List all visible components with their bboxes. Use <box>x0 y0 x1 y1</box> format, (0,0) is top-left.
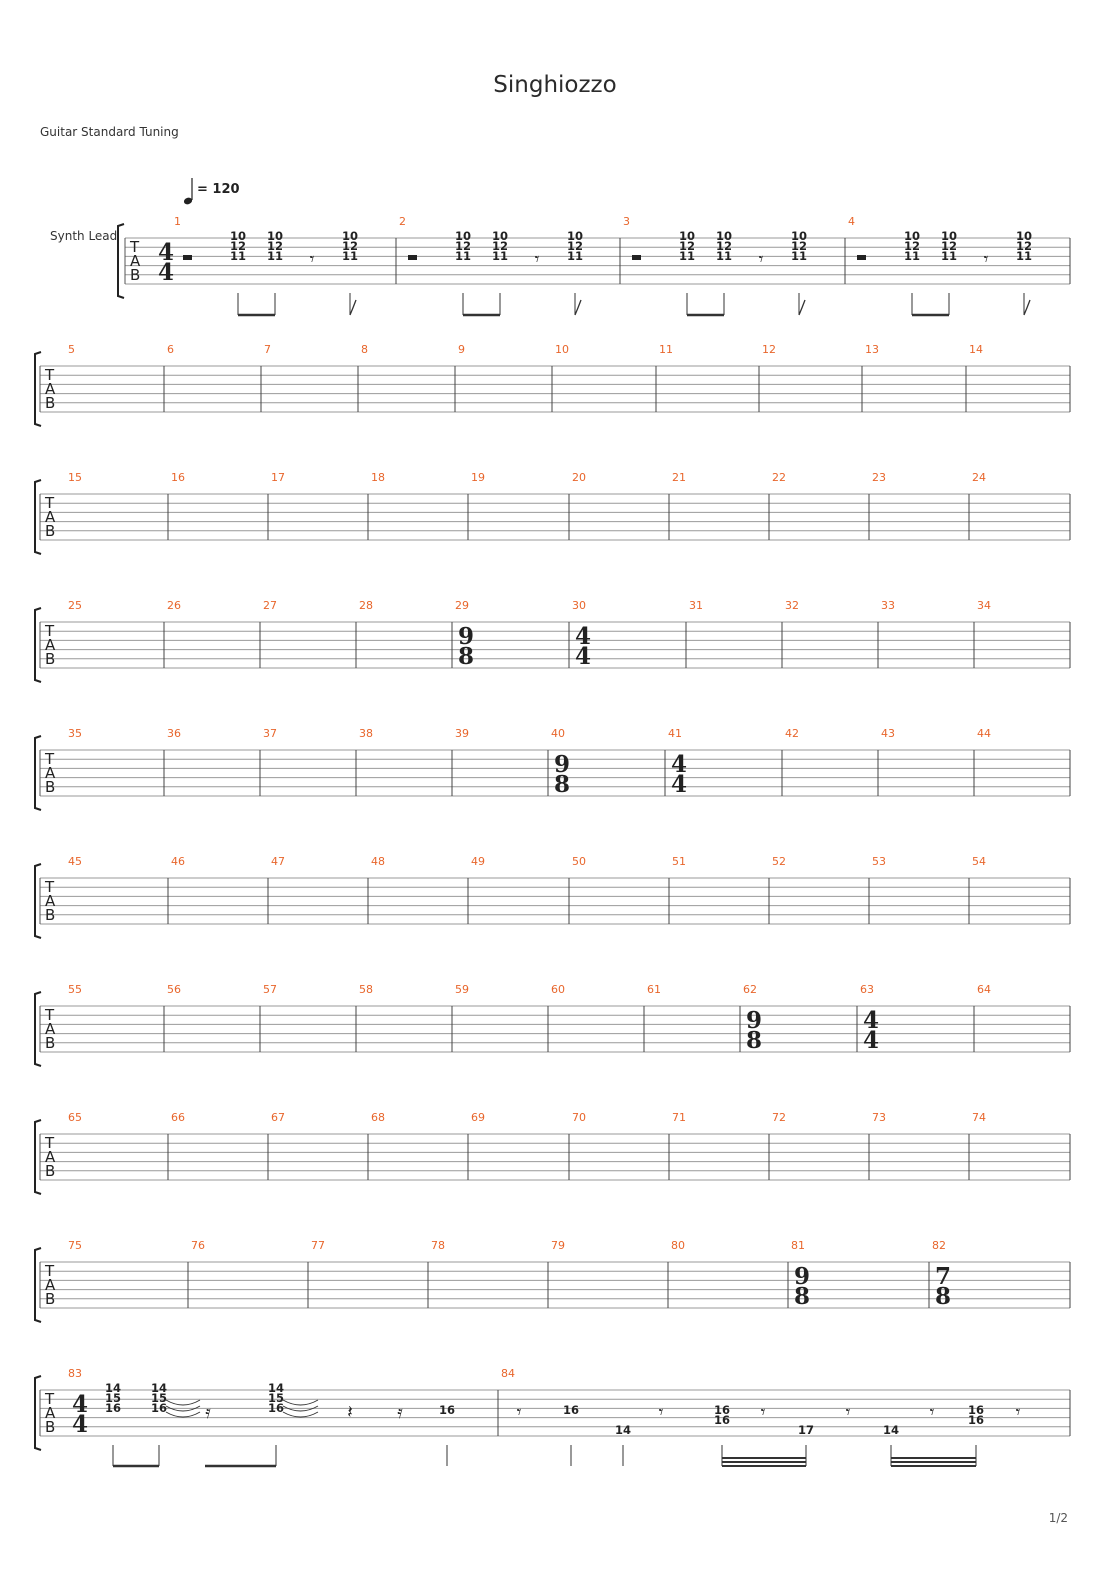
time-signature-top: 9 <box>746 1007 763 1034</box>
tab-system-10 <box>35 1367 1070 1450</box>
note-flag <box>1024 300 1030 315</box>
fret-number: 10 <box>341 229 359 243</box>
note-flag <box>575 300 581 315</box>
measure-number: 62 <box>743 983 757 996</box>
tab-letter-a: A <box>45 1020 56 1038</box>
fret-number: 10 <box>678 229 696 243</box>
measure-number: 44 <box>977 727 991 740</box>
fret-number: 12 <box>1015 239 1033 253</box>
fret-number: 11 <box>454 249 472 263</box>
fret-number: 16 <box>562 1403 580 1417</box>
fret-number: 16 <box>104 1401 122 1415</box>
measure-number: 2 <box>399 215 406 228</box>
fret-number: 12 <box>790 239 808 253</box>
fret-number: 12 <box>266 239 284 253</box>
measure-number: 50 <box>572 855 586 868</box>
fret-number: 11 <box>229 249 247 263</box>
tab-system-4 <box>35 599 1070 682</box>
half-rest <box>408 255 417 260</box>
measure-number: 40 <box>551 727 565 740</box>
fret-number: 10 <box>715 229 733 243</box>
rest-symbol: 𝄾 <box>760 1402 766 1423</box>
measure-number: 76 <box>191 1239 205 1252</box>
time-signature-bottom: 4 <box>72 1411 89 1438</box>
measure-number: 61 <box>647 983 661 996</box>
fret-number: 10 <box>940 229 958 243</box>
fret-number: 11 <box>940 249 958 263</box>
fret-number: 17 <box>797 1423 815 1437</box>
measure-number: 63 <box>860 983 874 996</box>
tab-letter-a: A <box>45 508 56 526</box>
fret-number: 16 <box>967 1413 985 1427</box>
measure-number: 31 <box>689 599 703 612</box>
measure-number: 77 <box>311 1239 325 1252</box>
eighth-rest: 𝄾 <box>534 249 540 270</box>
time-signature-bottom: 8 <box>458 643 475 670</box>
measure-number: 26 <box>167 599 181 612</box>
tab-letter-t: T <box>45 366 55 384</box>
measure-number: 71 <box>672 1111 686 1124</box>
measure-number: 74 <box>972 1111 986 1124</box>
tab-system-6 <box>35 855 1070 938</box>
measure-number: 11 <box>659 343 673 356</box>
note-flag <box>350 300 356 315</box>
half-rest <box>857 255 866 260</box>
time-signature-bottom: 4 <box>671 771 688 798</box>
measure-number: 67 <box>271 1111 285 1124</box>
measure-number: 51 <box>672 855 686 868</box>
measure-number: 68 <box>371 1111 385 1124</box>
tab-letter-a: A <box>45 1276 56 1294</box>
time-signature-top: 9 <box>794 1263 811 1290</box>
tab-letter-a: A <box>130 252 141 270</box>
instrument-label: Synth Lead <box>50 229 118 243</box>
tab-letter-b: B <box>130 266 141 284</box>
half-rest <box>632 255 641 260</box>
measure-number: 69 <box>471 1111 485 1124</box>
time-signature-top: 7 <box>935 1263 952 1290</box>
measure-number: 19 <box>471 471 485 484</box>
fret-number: 16 <box>713 1413 731 1427</box>
fret-number: 11 <box>678 249 696 263</box>
time-signature-top: 9 <box>458 623 475 650</box>
measure-number: 57 <box>263 983 277 996</box>
measure-number: 58 <box>359 983 373 996</box>
measure-number: 5 <box>68 343 75 356</box>
measure-number: 52 <box>772 855 786 868</box>
tab-letter-t: T <box>45 1006 55 1024</box>
fret-number: 15 <box>150 1391 168 1405</box>
tab-letter-b: B <box>45 522 56 540</box>
measure-number: 29 <box>455 599 469 612</box>
measure-number: 12 <box>762 343 776 356</box>
measure-number: 15 <box>68 471 82 484</box>
fret-number: 11 <box>715 249 733 263</box>
fret-number: 11 <box>341 249 359 263</box>
tempo-marking: = 120 <box>197 182 240 197</box>
fret-number: 12 <box>940 239 958 253</box>
time-signature-top: 4 <box>72 1391 89 1418</box>
tab-letter-t: T <box>45 1262 55 1280</box>
tab-letter-b: B <box>45 906 56 924</box>
measure-number: 60 <box>551 983 565 996</box>
fret-number: 11 <box>266 249 284 263</box>
measure-number: 38 <box>359 727 373 740</box>
time-signature-bottom: 8 <box>794 1283 811 1310</box>
measure-number: 23 <box>872 471 886 484</box>
measure-number: 72 <box>772 1111 786 1124</box>
fret-number: 11 <box>491 249 509 263</box>
tab-letter-t: T <box>45 622 55 640</box>
tab-letter-t: T <box>45 1390 55 1408</box>
fret-number: 12 <box>566 239 584 253</box>
tab-letter-t: T <box>45 878 55 896</box>
measure-number: 49 <box>471 855 485 868</box>
measure-number: 7 <box>264 343 271 356</box>
fret-number: 16 <box>713 1403 731 1417</box>
rest-symbol: 𝄾 <box>929 1402 935 1423</box>
tab-system-3 <box>35 471 1070 554</box>
measure-number: 16 <box>171 471 185 484</box>
measure-number: 36 <box>167 727 181 740</box>
measure-number: 42 <box>785 727 799 740</box>
page-number: 1/2 <box>1048 1511 1068 1525</box>
measure-number: 39 <box>455 727 469 740</box>
measure-number: 10 <box>555 343 569 356</box>
half-rest <box>183 255 192 260</box>
fret-number: 16 <box>267 1401 285 1415</box>
measure-number: 6 <box>167 343 174 356</box>
fret-number: 12 <box>229 239 247 253</box>
fret-number: 14 <box>104 1381 122 1395</box>
eighth-rest: 𝄾 <box>983 249 989 270</box>
time-signature-top: 4 <box>158 239 175 266</box>
measure-1-content <box>183 229 358 315</box>
tab-system-7 <box>35 983 1070 1066</box>
tab-letter-a: A <box>45 892 56 910</box>
tie-arc <box>283 1400 318 1405</box>
measure-number: 30 <box>572 599 586 612</box>
measure-number: 37 <box>263 727 277 740</box>
rest-symbol: 𝄾 <box>845 1402 851 1423</box>
time-signature-top: 4 <box>863 1007 880 1034</box>
measure-number: 54 <box>972 855 986 868</box>
measure-number: 4 <box>848 215 855 228</box>
eighth-rest: 𝄾 <box>758 249 764 270</box>
measure-number: 66 <box>171 1111 185 1124</box>
time-signature-bottom: 4 <box>575 643 592 670</box>
measure-number: 27 <box>263 599 277 612</box>
tab-letter-t: T <box>45 750 55 768</box>
tab-letter-t: T <box>45 1134 55 1152</box>
tab-system-5 <box>35 727 1070 810</box>
measure-number: 13 <box>865 343 879 356</box>
measure-number: 1 <box>174 215 181 228</box>
measure-number: 73 <box>872 1111 886 1124</box>
measure-number: 24 <box>972 471 986 484</box>
rest-symbol: 𝄾 <box>658 1402 664 1423</box>
rest-symbol: 𝄿 <box>397 1402 403 1423</box>
measure-number: 20 <box>572 471 586 484</box>
measure-number: 28 <box>359 599 373 612</box>
measure-number: 43 <box>881 727 895 740</box>
measure-number: 46 <box>171 855 185 868</box>
tab-system-8 <box>35 1111 1070 1194</box>
fret-number: 11 <box>790 249 808 263</box>
fret-number: 12 <box>341 239 359 253</box>
fret-number: 10 <box>566 229 584 243</box>
fret-number: 10 <box>454 229 472 243</box>
measure-number: 21 <box>672 471 686 484</box>
fret-number: 16 <box>438 1403 456 1417</box>
fret-number: 14 <box>614 1423 632 1437</box>
measure-number: 41 <box>668 727 682 740</box>
measure-number: 14 <box>969 343 983 356</box>
fret-number: 15 <box>267 1391 285 1405</box>
measure-number: 25 <box>68 599 82 612</box>
fret-number: 16 <box>150 1401 168 1415</box>
measure-number: 45 <box>68 855 82 868</box>
rest-symbol: 𝄿 <box>205 1402 211 1423</box>
time-signature-bottom: 8 <box>935 1283 952 1310</box>
fret-number: 10 <box>790 229 808 243</box>
rest-symbol: 𝄽 <box>347 1402 353 1423</box>
fret-number: 11 <box>903 249 921 263</box>
measure-number: 75 <box>68 1239 82 1252</box>
rest-symbol: 𝄾 <box>1015 1402 1021 1423</box>
measure-number: 48 <box>371 855 385 868</box>
measure-number: 80 <box>671 1239 685 1252</box>
tab-letter-a: A <box>45 380 56 398</box>
fret-number: 11 <box>1015 249 1033 263</box>
measure-number: 8 <box>361 343 368 356</box>
fret-number: 10 <box>266 229 284 243</box>
measure-2-content <box>408 229 583 315</box>
tab-letter-b: B <box>45 1418 56 1436</box>
eighth-rest: 𝄾 <box>309 249 315 270</box>
tuning-label: Guitar Standard Tuning <box>40 125 179 139</box>
tie-arc <box>283 1412 318 1417</box>
measure-number: 56 <box>167 983 181 996</box>
measure-number: 84 <box>501 1367 515 1380</box>
measure-number: 32 <box>785 599 799 612</box>
fret-number: 10 <box>1015 229 1033 243</box>
tab-letter-b: B <box>45 394 56 412</box>
tab-letter-a: A <box>45 1404 56 1422</box>
fret-number: 14 <box>150 1381 168 1395</box>
tab-system-2 <box>35 343 1070 426</box>
measure-number: 34 <box>977 599 991 612</box>
tie-arc <box>166 1400 200 1405</box>
tab-system-9 <box>35 1239 1070 1322</box>
measure-number: 18 <box>371 471 385 484</box>
fret-number: 12 <box>491 239 509 253</box>
fret-number: 14 <box>267 1381 285 1395</box>
measure-number: 22 <box>772 471 786 484</box>
fret-number: 12 <box>678 239 696 253</box>
tab-letter-a: A <box>45 1148 56 1166</box>
time-signature-top: 4 <box>671 751 688 778</box>
tab-letter-a: A <box>45 764 56 782</box>
fret-number: 15 <box>104 1391 122 1405</box>
measure-number: 3 <box>623 215 630 228</box>
tab-letter-b: B <box>45 1034 56 1052</box>
measure-number: 70 <box>572 1111 586 1124</box>
measure-number: 33 <box>881 599 895 612</box>
time-signature-top: 9 <box>554 751 571 778</box>
tab-letter-b: B <box>45 1162 56 1180</box>
time-signature-bottom: 8 <box>554 771 571 798</box>
tab-letter-t: T <box>130 238 140 256</box>
tab-letter-b: B <box>45 1290 56 1308</box>
measure-number: 65 <box>68 1111 82 1124</box>
tie-arc <box>166 1412 200 1417</box>
system-brace <box>118 224 124 298</box>
fret-number: 12 <box>903 239 921 253</box>
measure-number: 35 <box>68 727 82 740</box>
measure-number: 59 <box>455 983 469 996</box>
time-signature-bottom: 4 <box>863 1027 880 1054</box>
tab-system-1 <box>118 215 1070 298</box>
measure-number: 64 <box>977 983 991 996</box>
measure-number: 47 <box>271 855 285 868</box>
fret-number: 10 <box>491 229 509 243</box>
measures-83-84-content <box>105 1381 1021 1466</box>
time-signature-top: 4 <box>575 623 592 650</box>
measure-number: 83 <box>68 1367 82 1380</box>
time-signature-bottom: 4 <box>158 259 175 286</box>
fret-number: 16 <box>967 1403 985 1417</box>
measure-number: 53 <box>872 855 886 868</box>
measure-number: 79 <box>551 1239 565 1252</box>
fret-number: 12 <box>715 239 733 253</box>
score-title: Singhiozzo <box>493 72 617 98</box>
fret-number: 10 <box>903 229 921 243</box>
measure-number: 17 <box>271 471 285 484</box>
measure-number: 78 <box>431 1239 445 1252</box>
measure-number: 55 <box>68 983 82 996</box>
measure-number: 81 <box>791 1239 805 1252</box>
rest-symbol: 𝄾 <box>516 1402 522 1423</box>
time-signature-bottom: 8 <box>746 1027 763 1054</box>
measure-4-content <box>857 229 1032 315</box>
tab-letter-a: A <box>45 636 56 654</box>
fret-number: 11 <box>566 249 584 263</box>
tab-letter-b: B <box>45 778 56 796</box>
fret-number: 12 <box>454 239 472 253</box>
measure-3-content <box>632 229 807 315</box>
measure-number: 9 <box>458 343 465 356</box>
note-flag <box>799 300 805 315</box>
tab-letter-t: T <box>45 494 55 512</box>
fret-number: 14 <box>882 1423 900 1437</box>
fret-number: 10 <box>229 229 247 243</box>
measure-number: 82 <box>932 1239 946 1252</box>
tab-letter-b: B <box>45 650 56 668</box>
